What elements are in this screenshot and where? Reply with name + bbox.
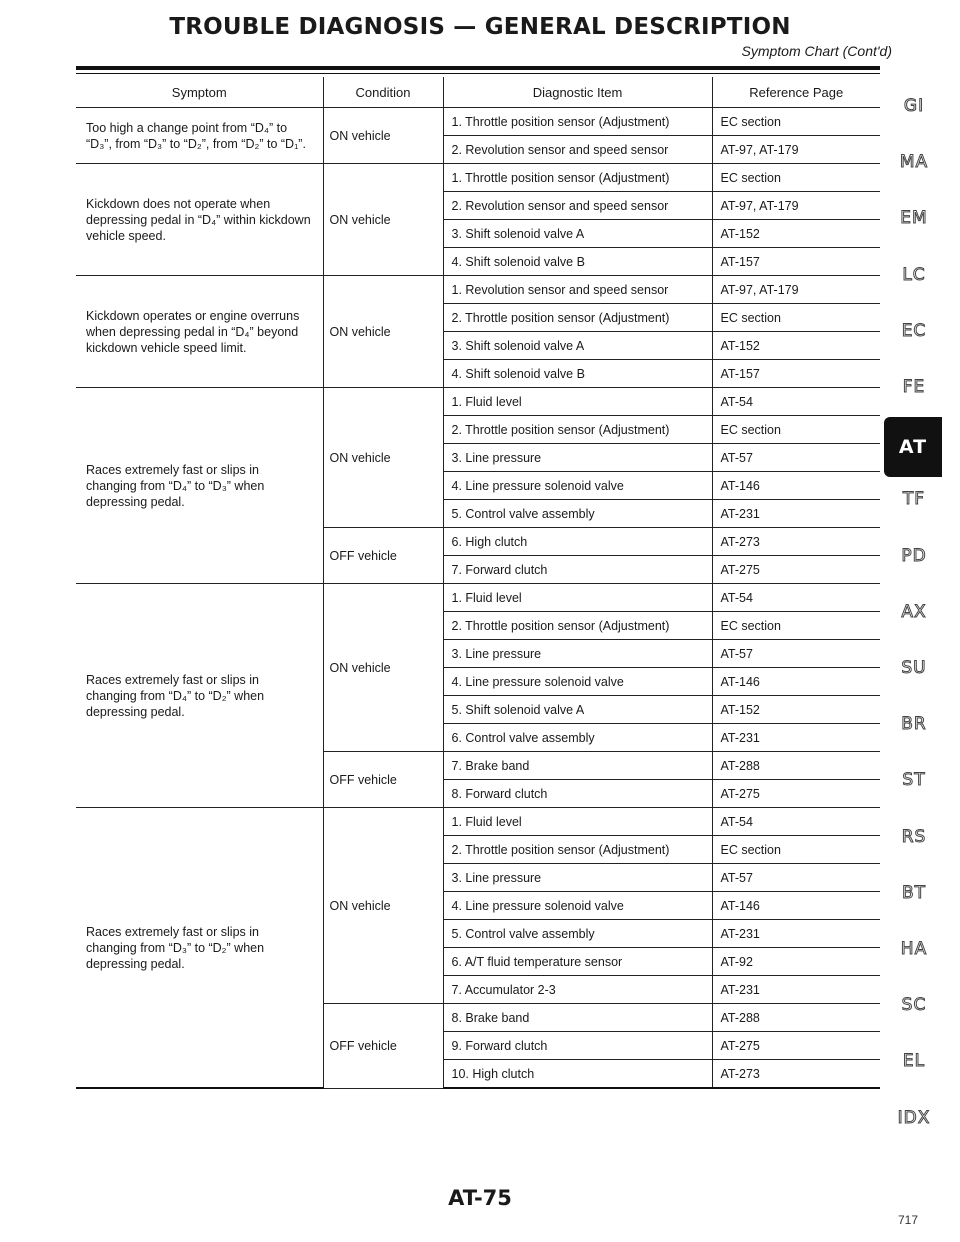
diagnostic-item-cell: 5. Shift solenoid valve A (443, 696, 712, 724)
section-tab-lc[interactable]: LC (902, 264, 926, 285)
diagnostic-item-cell: 4. Line pressure solenoid valve (443, 472, 712, 500)
header-rule-thick (76, 66, 880, 70)
page-number: AT-75 (448, 1186, 512, 1210)
reference-page-cell: AT-54 (712, 388, 880, 416)
reference-page-cell: AT-54 (712, 808, 880, 836)
page-serial: 717 (898, 1213, 919, 1227)
diagnostic-item-cell: 4. Line pressure solenoid valve (443, 892, 712, 920)
symptom-chart-table (76, 77, 880, 1089)
table-row (76, 388, 880, 416)
condition-cell: OFF vehicle (323, 1004, 443, 1089)
section-tab-ec[interactable]: EC (901, 320, 927, 341)
reference-page-cell: EC section (712, 164, 880, 192)
symptom-cell: Kickdown operates or engine overruns when depressing pedal in “D₄” beyond kickdown vehicle speed limit. (76, 276, 323, 388)
section-tab-tf[interactable]: TF (902, 489, 926, 510)
section-tab-br[interactable]: BR (901, 714, 927, 735)
section-tab-at[interactable]: AT (884, 417, 942, 477)
diagnostic-item-cell: 4. Shift solenoid valve B (443, 360, 712, 388)
diagnostic-item-cell: 3. Line pressure (443, 444, 712, 472)
reference-page-cell: AT-57 (712, 640, 880, 668)
table-row (76, 808, 880, 836)
reference-page-cell: AT-152 (712, 220, 880, 248)
reference-page-cell: EC section (712, 304, 880, 332)
diagnostic-item-cell: 3. Shift solenoid valve A (443, 332, 712, 360)
reference-page-cell: AT-273 (712, 528, 880, 556)
diagnostic-item-cell: 5. Control valve assembly (443, 500, 712, 528)
diagnostic-item-cell: 8. Forward clutch (443, 780, 712, 808)
reference-page-cell: AT-288 (712, 1004, 880, 1032)
diagnostic-item-cell: 2. Throttle position sensor (Adjustment) (443, 836, 712, 864)
table-row (76, 584, 880, 612)
diagnostic-item-cell: 7. Brake band (443, 752, 712, 780)
reference-page-cell: AT-275 (712, 1032, 880, 1060)
diagnostic-item-cell: 2. Throttle position sensor (Adjustment) (443, 416, 712, 444)
reference-page-cell: AT-146 (712, 892, 880, 920)
reference-page-cell: AT-231 (712, 976, 880, 1004)
section-tab-pd[interactable]: PD (901, 545, 927, 566)
reference-page-cell: EC section (712, 108, 880, 136)
reference-page-cell: AT-97, AT-179 (712, 136, 880, 164)
reference-page-cell: AT-54 (712, 584, 880, 612)
header-rule-thin (76, 73, 880, 74)
reference-page-cell: AT-152 (712, 332, 880, 360)
condition-cell: ON vehicle (323, 584, 443, 752)
reference-page-cell: AT-231 (712, 724, 880, 752)
table-row (76, 108, 880, 136)
diagnostic-item-cell: 6. High clutch (443, 528, 712, 556)
reference-page-cell: AT-157 (712, 248, 880, 276)
diagnostic-item-cell: 9. Forward clutch (443, 1032, 712, 1060)
symptom-cell: Races extremely fast or slips in changing from “D₄” to “D₂” when depressing pedal. (76, 584, 323, 808)
reference-page-cell: AT-152 (712, 696, 880, 724)
diagnostic-item-cell: 1. Fluid level (443, 584, 712, 612)
reference-page-cell: AT-146 (712, 668, 880, 696)
reference-page-cell: AT-288 (712, 752, 880, 780)
diagnostic-item-cell: 7. Forward clutch (443, 556, 712, 584)
reference-page-cell: AT-275 (712, 780, 880, 808)
section-tab-bt[interactable]: BT (901, 882, 927, 903)
reference-page-cell: AT-97, AT-179 (712, 192, 880, 220)
table-row (76, 276, 880, 304)
diagnostic-item-cell: 3. Shift solenoid valve A (443, 220, 712, 248)
diagnostic-item-cell: 4. Shift solenoid valve B (443, 248, 712, 276)
table-body (76, 108, 880, 1089)
condition-cell: ON vehicle (323, 808, 443, 1004)
reference-page-cell: EC section (712, 612, 880, 640)
diagnostic-item-cell: 1. Revolution sensor and speed sensor (443, 276, 712, 304)
reference-page-cell: EC section (712, 416, 880, 444)
diagnostic-item-cell: 8. Brake band (443, 1004, 712, 1032)
diagnostic-item-cell: 1. Fluid level (443, 808, 712, 836)
section-tab-gi[interactable]: GI (903, 96, 925, 116)
header-symptom: Symptom (76, 77, 323, 108)
section-tab-ha[interactable]: HA (900, 939, 928, 959)
diagnostic-item-cell: 5. Control valve assembly (443, 920, 712, 948)
reference-page-cell: AT-57 (712, 864, 880, 892)
symptom-cell: Races extremely fast or slips in changing from “D₃” to “D₂” when depressing pedal. (76, 808, 323, 1089)
diagnostic-item-cell: 10. High clutch (443, 1060, 712, 1089)
diagnostic-item-cell: 1. Throttle position sensor (Adjustment) (443, 164, 712, 192)
symptom-cell: Kickdown does not operate when depressing pedal in “D₄” within kickdown vehicle speed. (76, 164, 323, 276)
page-subtitle: Symptom Chart (Cont'd) (741, 43, 892, 59)
diagnostic-item-cell: 6. Control valve assembly (443, 724, 712, 752)
section-tab-ma[interactable]: MA (899, 152, 929, 173)
condition-cell: OFF vehicle (323, 752, 443, 808)
section-tab-su[interactable]: SU (901, 658, 927, 678)
diagnostic-item-cell: 2. Throttle position sensor (Adjustment) (443, 304, 712, 332)
reference-page-cell: AT-275 (712, 556, 880, 584)
diagnostic-item-cell: 4. Line pressure solenoid valve (443, 668, 712, 696)
diagnostic-item-cell: 2. Revolution sensor and speed sensor (443, 192, 712, 220)
reference-page-cell: EC section (712, 836, 880, 864)
diagnostic-item-cell: 3. Line pressure (443, 864, 712, 892)
header-diagnostic-item: Diagnostic Item (443, 77, 712, 108)
section-tab-sc[interactable]: SC (901, 995, 927, 1016)
condition-cell: ON vehicle (323, 108, 443, 164)
section-tab-idx[interactable]: IDX (897, 1107, 931, 1128)
header-condition: Condition (323, 77, 443, 108)
reference-page-cell: AT-92 (712, 948, 880, 976)
reference-page-cell: AT-97, AT-179 (712, 276, 880, 304)
header-reference-page: Reference Page (712, 77, 880, 108)
diagnostic-item-cell: 7. Accumulator 2-3 (443, 976, 712, 1004)
diagnostic-item-cell: 6. A/T fluid temperature sensor (443, 948, 712, 976)
section-tab-em[interactable]: EM (900, 208, 928, 229)
reference-page-cell: AT-231 (712, 500, 880, 528)
table-row (76, 164, 880, 192)
reference-page-cell: AT-273 (712, 1060, 880, 1089)
symptom-cell: Too high a change point from “D₄” to “D₃”, from “D₃” to “D₂”, from “D₂” to “D₁”. (76, 108, 323, 164)
reference-page-cell: AT-157 (712, 360, 880, 388)
condition-cell: ON vehicle (323, 164, 443, 276)
condition-cell: ON vehicle (323, 276, 443, 388)
section-tab-fe[interactable]: FE (902, 377, 926, 397)
diagnostic-item-cell: 1. Fluid level (443, 388, 712, 416)
condition-cell: ON vehicle (323, 388, 443, 528)
diagnostic-item-cell: 2. Revolution sensor and speed sensor (443, 136, 712, 164)
diagnostic-item-cell: 1. Throttle position sensor (Adjustment) (443, 108, 712, 136)
section-tab-ax[interactable]: AX (901, 601, 927, 622)
section-tab-rs[interactable]: RS (901, 826, 927, 847)
reference-page-cell: AT-231 (712, 920, 880, 948)
section-tab-el[interactable]: EL (902, 1051, 926, 1072)
section-tab-st[interactable]: ST (902, 770, 926, 791)
symptom-cell: Races extremely fast or slips in changing from “D₄” to “D₃” when depressing pedal. (76, 388, 323, 584)
diagnostic-item-cell: 3. Line pressure (443, 640, 712, 668)
diagnostic-item-cell: 2. Throttle position sensor (Adjustment) (443, 612, 712, 640)
page-title: TROUBLE DIAGNOSIS — GENERAL DESCRIPTION (169, 14, 791, 40)
reference-page-cell: AT-57 (712, 444, 880, 472)
table-header-row (76, 77, 880, 108)
reference-page-cell: AT-146 (712, 472, 880, 500)
condition-cell: OFF vehicle (323, 528, 443, 584)
